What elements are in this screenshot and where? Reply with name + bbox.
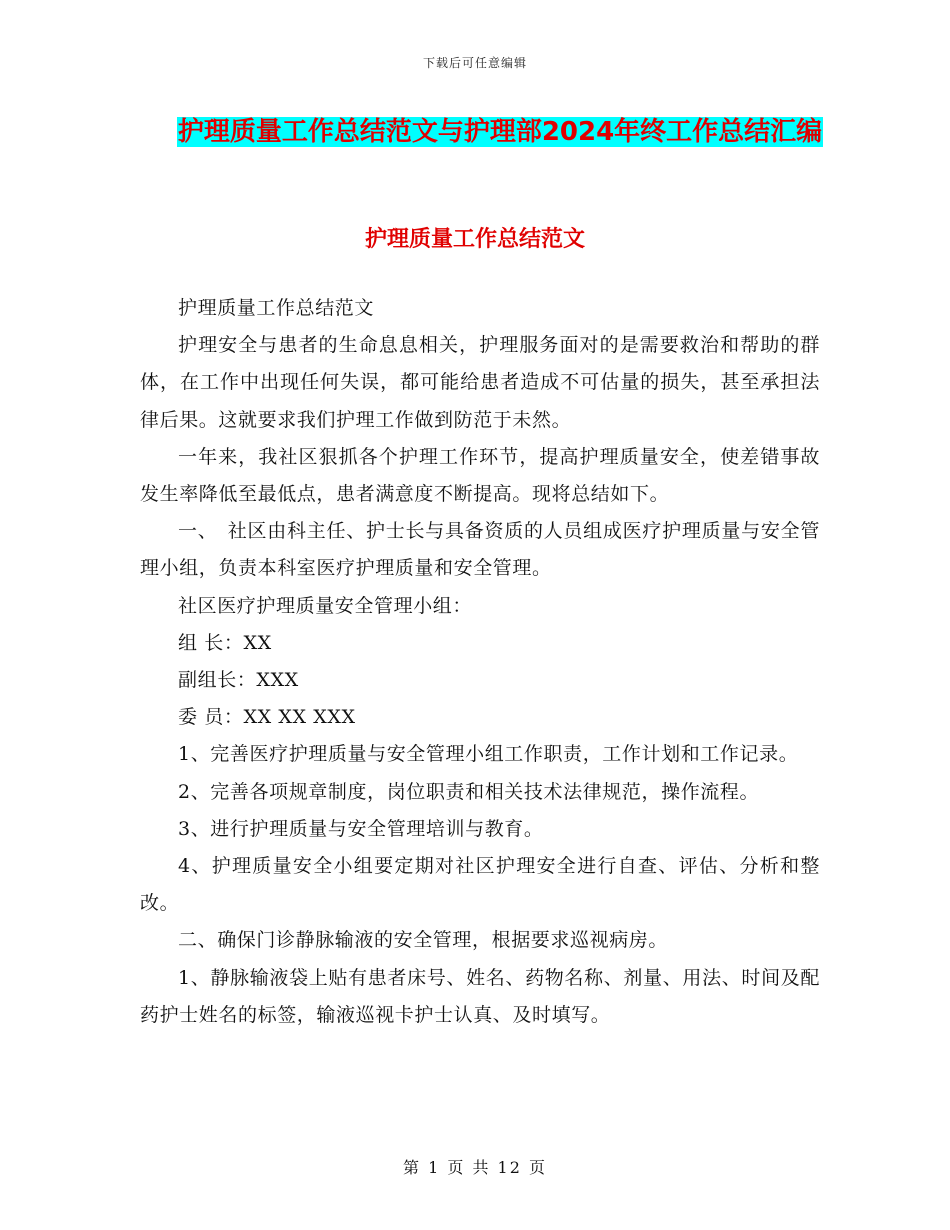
paragraph: 组 长：XX	[178, 631, 272, 654]
paragraph: 二、确保门诊静脉输液的安全管理，根据要求巡视病房。	[178, 929, 669, 952]
paragraph: 副组长：XXX	[178, 669, 299, 692]
paragraph: 一、 社区由科主任、护士长与具备资质的人员组成医疗护理质量与安全管理小组，负责本科室医疗护理质量和安全管理。	[140, 520, 820, 580]
paragraph: 1、静脉输液袋上贴有患者床号、姓名、药物名称、剂量、用法、时间及配药护士姓名的标签，输液巡视卡护士认真、及时填写。	[140, 966, 820, 1026]
document-body	[140, 290, 820, 1034]
paragraph: 护理安全与患者的生命息息相关，护理服务面对的是需要救治和帮助的群体，在工作中出现任何失误，都可能给患者造成不可估量的损失，甚至承担法律后果。这就要求我们护理工作做到防范于未然。	[140, 334, 820, 431]
paragraph: 委 员：XX XX XXX	[178, 706, 356, 729]
section-title: 护理质量工作总结范文	[364, 227, 585, 252]
document-title-text: 护理质量工作总结范文与护理部2024年终工作总结汇编	[177, 117, 823, 147]
paragraph: 护理质量工作总结范文	[178, 297, 375, 319]
page-footer: 第 1 页 共 12 页	[403, 1158, 547, 1177]
paragraph: 3、进行护理质量与安全管理培训与教育。	[178, 817, 544, 840]
paragraph: 4、护理质量安全小组要定期对社区护理安全进行自查、评估、分析和整改。	[140, 855, 820, 915]
paragraph: 2、完善各项规章制度，岗位职责和相关技术法律规范，操作流程。	[178, 780, 760, 803]
document-title	[150, 110, 850, 154]
paragraph: 一年来，我社区狠抓各个护理工作环节，提高护理质量安全，使差错事故发生率降低至最低点，患者满意度不断提高。现将总结如下。	[140, 445, 820, 506]
paragraph: 1、完善医疗护理质量与安全管理小组工作职责，工作计划和工作记录。	[178, 743, 799, 766]
paragraph: 社区医疗护理质量安全管理小组：	[178, 594, 473, 617]
header-note: 下载后可任意编辑	[422, 56, 527, 70]
